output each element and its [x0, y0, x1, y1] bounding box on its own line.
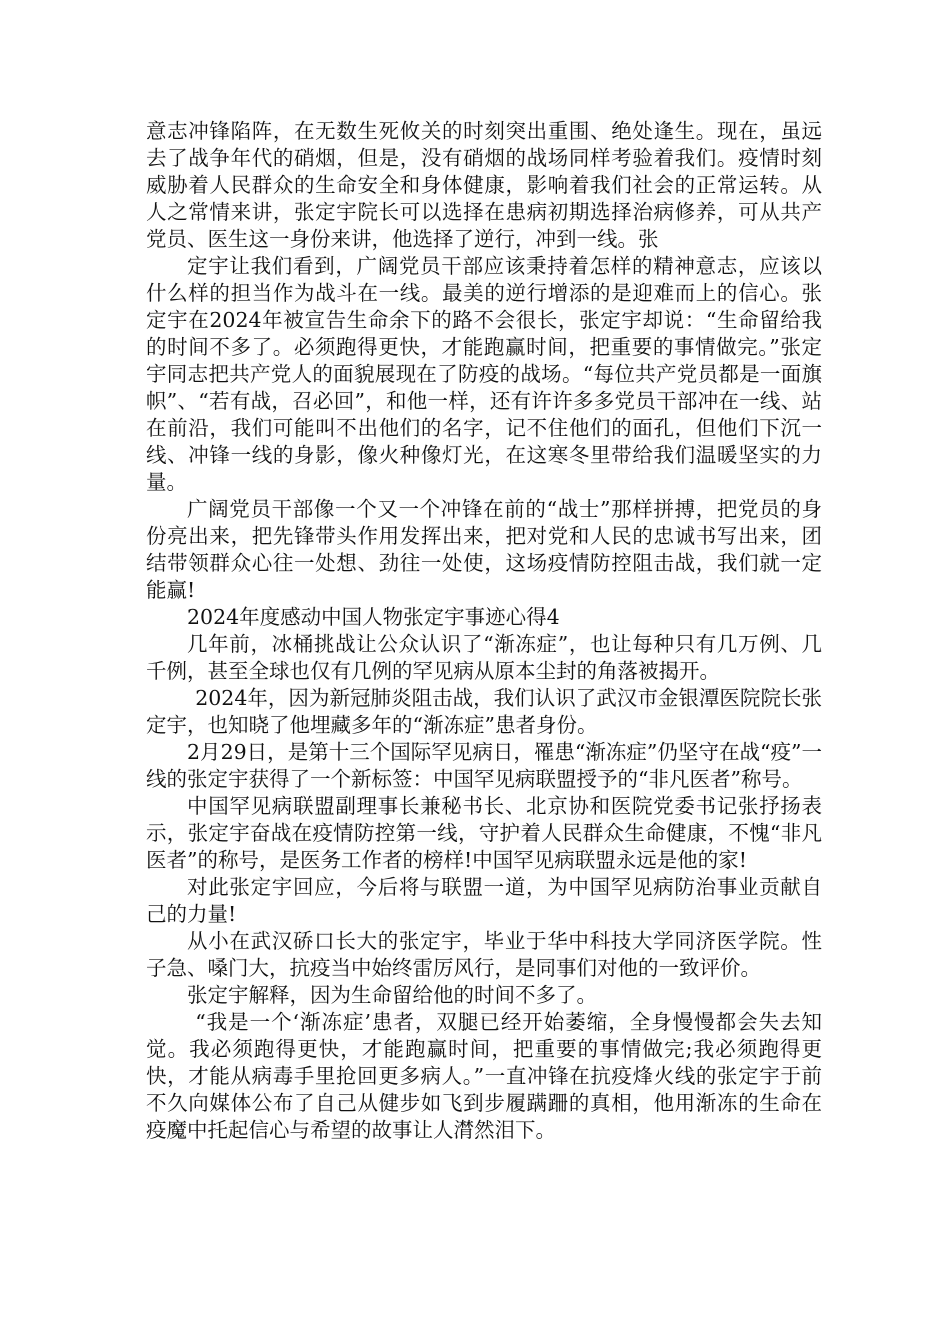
paragraph-11: “我是一个‘渐冻症’患者，双腿已经开始萎缩，全身慢慢都会失去知觉。我必须跑得更快，才能跑赢时间，把重要的事情做完;我必须跑得更快，才能从病毒手里抢回更多病人。”一直冲锋在抗疫烽火线的张定宇于前不久向媒体公布了自己从健步如飞到步履蹒跚的真相，他用渐冻的生命在疫魔中托起信心与希望的故事让人潸然泪下。 [146, 1010, 822, 1142]
document-body [146, 118, 822, 1144]
paragraph-6: 2月29日，是第十三个国际罕见病日，罹患“渐冻症”仍坚守在战“疫”一线的张定宇获得了一个新标签：中国罕见病联盟授予的“非凡医者”称号。 [146, 740, 822, 791]
paragraph-8: 对此张定宇回应，今后将与联盟一道，为中国罕见病防治事业贡献自己的力量! [146, 875, 822, 926]
section-heading: 2024年度感动中国人物张定宇事迹心得4 [187, 605, 560, 629]
paragraph-3: 广阔党员干部像一个又一个冲锋在前的“战士”那样拼搏，把党员的身份亮出来，把先锋带头作用发挥出来，把对党和人民的忠诚书写出来，团结带领群众心往一处想、劲往一处使，这场疫情防控阻击战，我们就一定能赢! [146, 497, 822, 602]
paragraph-1: 意志冲锋陷阵，在无数生死攸关的时刻突出重围、绝处逢生。现在，虽远去了战争年代的硝烟，但是，没有硝烟的战场同样考验着我们。疫情时刻威胁着人民群众的生命安全和身体健康，影响着我们社会的正常运转。从人之常情来讲，张定宇院长可以选择在患病初期选择治病修养，可从共产党员、医生这一身份来讲，他选择了逆行，冲到一线。张 [146, 119, 822, 251]
paragraph-10: 张定宇解释，因为生命留给他的时间不多了。 [187, 983, 597, 1007]
paragraph-9: 从小在武汉硚口长大的张定宇，毕业于华中科技大学同济医学院。性子急、嗓门大，抗疫当中始终雷厉风行，是同事们对他的一致评价。 [146, 929, 822, 980]
paragraph-7: 中国罕见病联盟副理事长兼秘书长、北京协和医院党委书记张抒扬表示，张定宇奋战在疫情防控第一线，守护着人民群众生命健康，不愧“非凡医者”的称号，是医务工作者的榜样!中国罕见病联盟永远是他的家! [146, 794, 822, 872]
paragraph-2: 定宇让我们看到，广阔党员干部应该秉持着怎样的精神意志，应该以什么样的担当作为战斗在一线。最美的逆行增添的是迎难而上的信心。张定宇在2024年被宣告生命余下的路不会很长，张定宇却说：“生命留给我的时间不多了。必须跑得更快，才能跑赢时间，把重要的事情做完。”张定宇同志把共产党人的面貌展现在了防疫的战场。“每位共产党员都是一面旗帜”、“若有战，召必回”，和他一样，还有许许多多党员干部冲在一线、站在前沿，我们可能叫不出他们的名字，记不住他们的面孔，但他们下沉一线、冲锋一线的身影，像火种像灯光，在这寒冬里带给我们温暖坚实的力量。 [146, 254, 822, 494]
paragraph-5: 2024年，因为新冠肺炎阻击战，我们认识了武汉市金银潭医院院长张定宇，也知晓了他埋藏多年的“渐冻症”患者身份。 [146, 686, 822, 737]
paragraph-4: 几年前，冰桶挑战让公众认识了“渐冻症”，也让每种只有几万例、几千例，甚至全球也仅有几例的罕见病从原本尘封的角落被揭开。 [146, 632, 822, 683]
